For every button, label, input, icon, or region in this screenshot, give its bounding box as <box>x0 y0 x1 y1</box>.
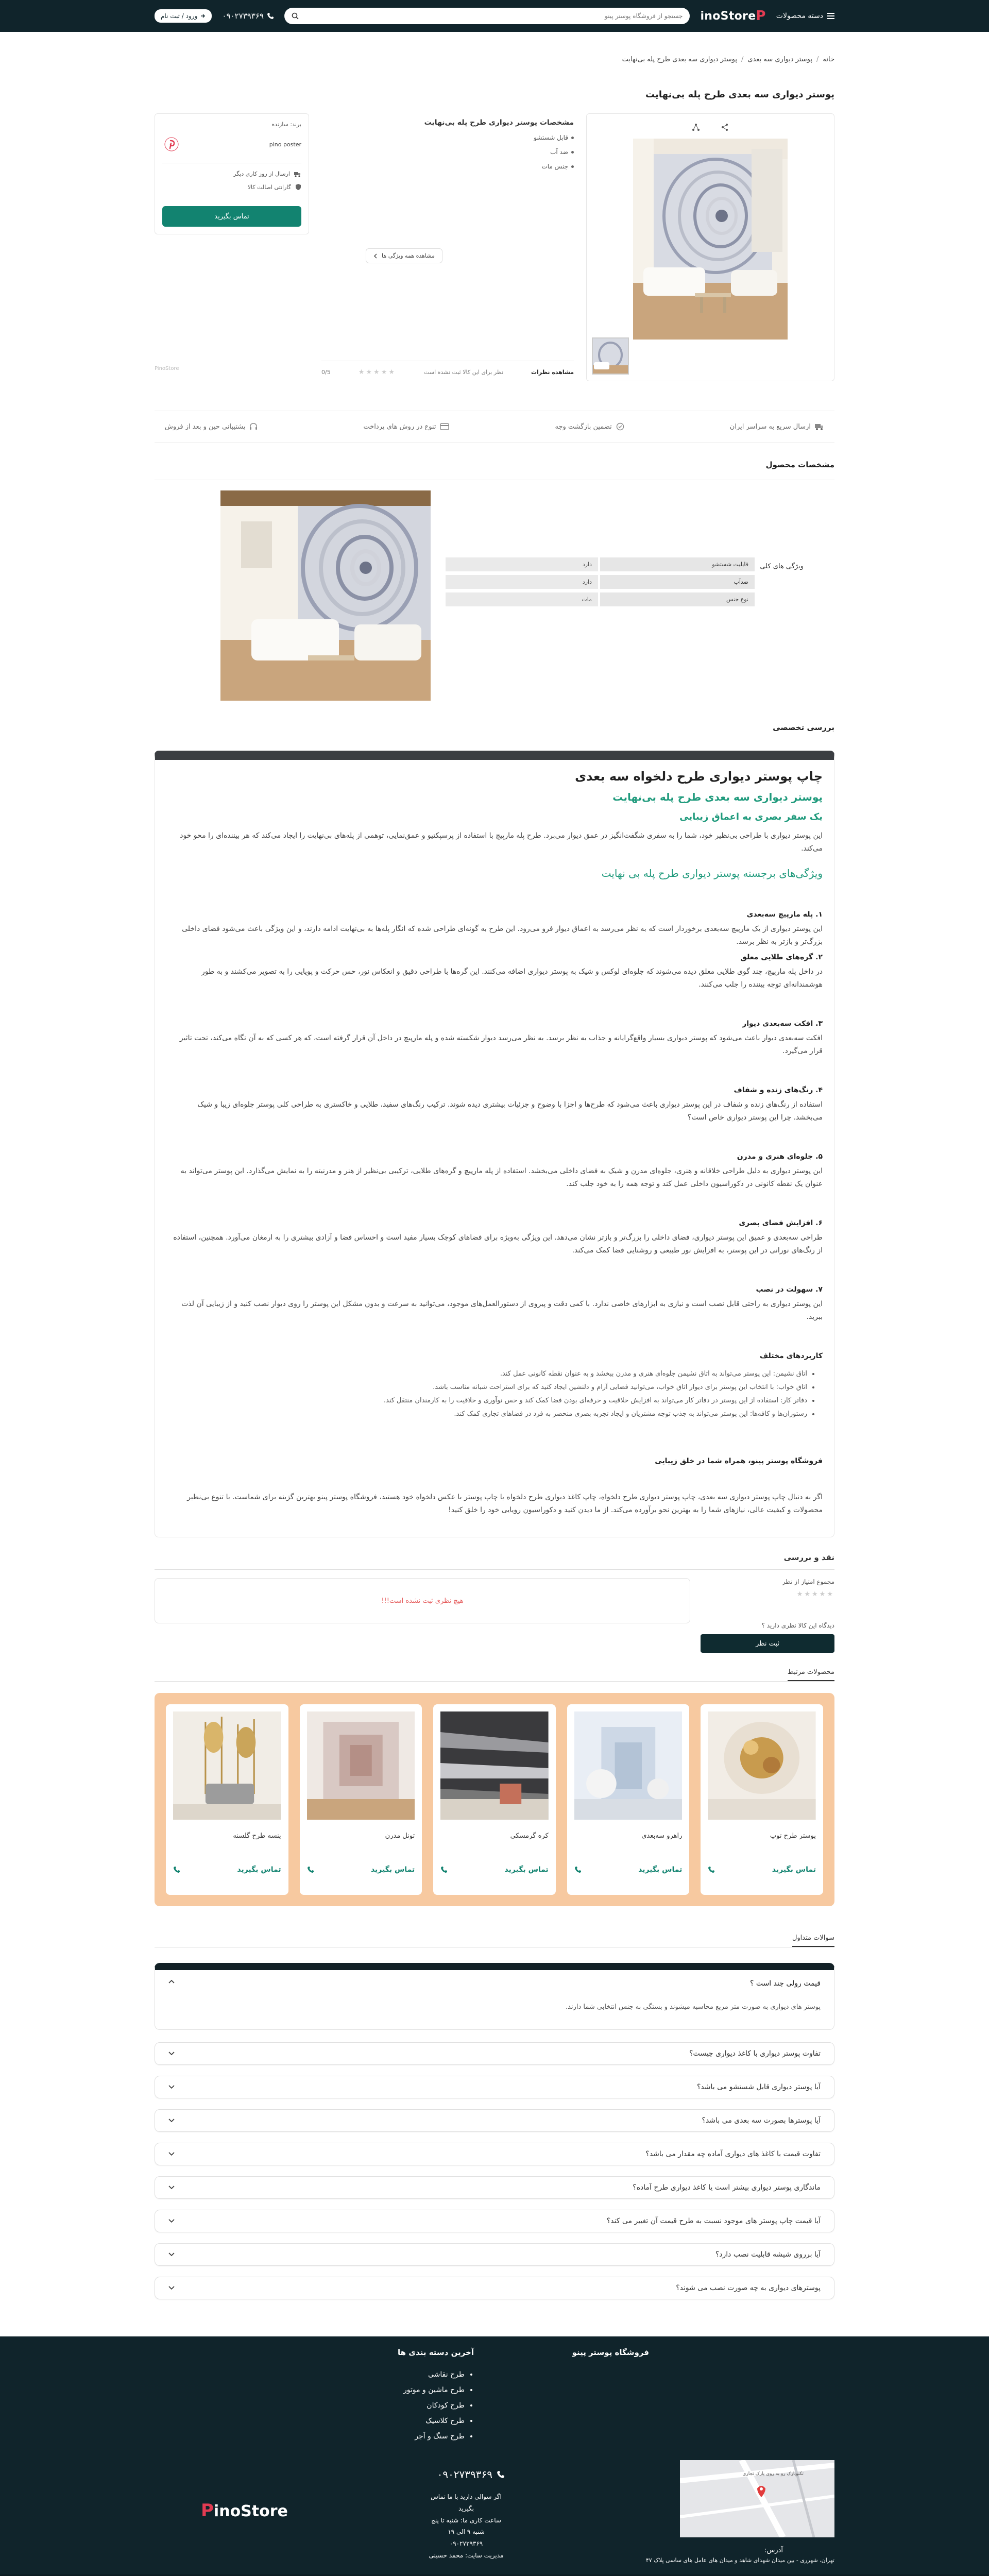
uses-title: کاربردهای مختلف <box>759 1352 823 1360</box>
chevron-up-icon[interactable] <box>168 1979 175 1988</box>
rating-summary-label: مجموع امتیاز از نظر <box>782 1578 834 1585</box>
headset-icon <box>249 422 258 431</box>
faq-item[interactable] <box>155 2210 834 2232</box>
view-reviews-link[interactable]: مشاهده نظرات <box>531 369 574 376</box>
service-label: تنوع در روش های پرداخت <box>363 422 436 431</box>
chevron-down-icon <box>168 2219 175 2223</box>
product-gallery <box>586 113 834 381</box>
rating-bar <box>321 361 574 376</box>
review-item-text: افکت سه‌بعدی دیوار باعث می‌شود که پوستر دیواری بسیار واقع‌گرایانه و جذاب به نظر برسد. به نظر می‌رسد دیوار شکسته شده و پله مارپیچ در داخل آن قرار گرفته است، که هر کسی که به آن نگاه می‌کند، تحت تاثیر قرار می‌گیرد. <box>179 1034 823 1055</box>
login-button[interactable] <box>155 9 212 23</box>
review-item-text: طراحی سه‌بعدی و عمیق این پوستر دیواری، فضای داخلی را بزرگ‌تر و بازتر نشان می‌دهد. این ویژگی به‌ویژه برای فضاهای کوچک بسیار مفید است و احساس فضا و آزادی بیشتری را به ارمغان می‌آورد. همچنین، استفاده از رنگ‌های نورانی در این پوستر، به افزایش نور طبیعی و روشنایی فضا کمک می‌کند. <box>173 1233 823 1255</box>
review-item-text: این پوستر دیواری به دلیل طراحی خلاقانه و هنری، جلوه‌ای مدرن و شیک به فضای داخلی می‌بخشد. استفاده از پله مارپیچ و گره‌های طلایی، ترکیبی بی‌نظیر از هنر و مدرنیته را به نمایش می‌گذارد. این پوستر می‌تواند به عنوان یک نقطه کانونی در دکوراسیون داخلی عمل کند و توجه همه را به خود جلب کند. <box>180 1167 823 1188</box>
footer-about-title: فروشگاه پوستر پینو <box>572 2348 649 2357</box>
pinterest-logo-icon <box>162 135 181 154</box>
chevron-down-icon <box>168 2119 175 2123</box>
spec-value: دارد <box>446 575 598 589</box>
footer-category-link[interactable]: • طرح کودکان <box>398 2401 465 2410</box>
footer-logo-text: inoStore <box>213 2502 288 2520</box>
brand-watermark: PinoStore <box>155 366 179 371</box>
warranty-text: گارانتی اصالت کالا <box>247 183 291 191</box>
brand-label: برند: سازنده <box>271 121 301 128</box>
phone-icon <box>267 12 274 20</box>
comments-section <box>155 1578 834 1653</box>
gallery-actions <box>596 123 825 131</box>
faq-question: آیا پوسترها بصورت سه بعدی می باشد؟ <box>702 2116 821 2125</box>
feature-item: ضد آب <box>321 148 574 156</box>
faq-question: آیا پوستر دیواری قابل شستشو می باشد؟ <box>697 2083 821 2091</box>
related-product-card[interactable] <box>567 1704 690 1895</box>
faq-item[interactable] <box>155 2176 834 2199</box>
related-product-card[interactable] <box>433 1704 556 1895</box>
related-contact[interactable]: تماس بگیرید <box>772 1866 816 1874</box>
related-product-card[interactable] <box>300 1704 422 1895</box>
review-h3: یک سفر بصری به اعماق زیبایی <box>679 811 823 822</box>
share-icon[interactable] <box>721 123 729 131</box>
breadcrumb <box>155 32 834 89</box>
breadcrumb-current: پوستر دیواری سه بعدی طرح پله بی‌نهایت <box>622 56 737 63</box>
uses-item: • رستوران‌ها و کافه‌ها: این پوستر می‌تواند به جذب توجه مشتریان و ایجاد تجربه بصری منحصر به فرد در فضاهای تجاری کمک کند. <box>166 1408 807 1421</box>
footer-category-link[interactable]: • طرح ماشین و موتور <box>398 2386 465 2394</box>
site-logo[interactable] <box>700 8 765 24</box>
related-product-image[interactable] <box>708 1711 816 1820</box>
faq-question: تفاوت قیمت با کاغذ های دیواری آماده چه مقدار می باشد؟ <box>645 2150 821 2158</box>
login-label: ورود / ثبت نام <box>161 12 198 20</box>
service-label: پشتیبانی حین و بعد از فروش <box>165 422 246 431</box>
footer-address-label: آدرس: <box>764 2547 783 2554</box>
comments-title: نقد و بررسی <box>155 1537 834 1570</box>
faq-item[interactable] <box>155 2143 834 2165</box>
faq-answer: پوستر های دیواری به صورت متر مربع محاسبه میشوند و بستگی به جنس انتخابی شما دارند. <box>566 2003 821 2011</box>
service-support <box>165 422 258 431</box>
footer-contact-line: ساعت کاری ما: شنبه تا پنج شنبه ۹ الی ۱۹ <box>431 2516 501 2536</box>
no-comments-message: هیچ نظری ثبت نشده است!!! <box>155 1578 690 1623</box>
chevron-down-icon <box>168 2252 175 2257</box>
footer-logo-mark: P <box>201 2500 214 2521</box>
product-title: پوستر دیواری سه بعدی طرح پله بی‌نهایت <box>645 89 834 100</box>
footer-logo[interactable] <box>201 2500 288 2521</box>
related-product-image[interactable] <box>307 1711 415 1820</box>
spec-key: نوع جنس <box>600 592 755 606</box>
product-features <box>321 113 574 170</box>
review-intro: این پوستر دیواری با طراحی بی‌نظیر خود، شما را به سفری شگفت‌انگیز در عمق دیوار می‌برد. طرح پله مارپیچ با استفاده از پرسپکتیو و عمق‌نمایی، توهمی از پله‌های بی‌نهایت را ایجاد می‌کند که هر بیننده‌ای را محو خود می‌کند. <box>180 832 823 853</box>
all-features-button[interactable] <box>366 248 442 263</box>
comments-sidebar <box>701 1578 834 1653</box>
related-product-image[interactable] <box>440 1711 549 1820</box>
footer-contact-line: ۰۹۰۲۷۳۹۳۶۹ <box>449 2540 483 2548</box>
related-product-name[interactable]: تونل مدرن <box>385 1832 415 1840</box>
spec-value: مات <box>446 592 598 606</box>
warranty-info <box>162 183 301 191</box>
faq-item[interactable] <box>155 2042 834 2065</box>
review-item-text: این پوستر دیواری به راحتی قابل نصب است و نیازی به ابزارهای خاصی ندارد. با کمی دقت و پیروی از دستورالعمل‌های موجود، می‌توانید به سرعت و بدون مشکل این پوستر را روی دیوار نصب کنید و از زیبایی آن لذت ببرید. <box>181 1300 823 1321</box>
refund-icon <box>616 422 624 431</box>
truck-icon <box>815 423 824 430</box>
shipping-text: ارسال از روز کاری دیگر <box>233 171 290 177</box>
review-h1: چاپ پوستر دیواری طرح دلخواه سه بعدی <box>575 769 823 784</box>
truck-icon <box>294 171 301 177</box>
site-footer <box>0 2336 989 2574</box>
spec-key: ضدآب <box>600 575 755 589</box>
faq-item[interactable] <box>155 2076 834 2098</box>
rating-value: 0/5 <box>321 369 331 376</box>
related-product-name[interactable]: پوستر طرح توپ <box>770 1832 816 1840</box>
uses-list <box>166 1367 807 1421</box>
related-product-name[interactable]: راهرو سه‌بعدی <box>641 1832 683 1840</box>
uses-item: • اتاق خواب: با انتخاب این پوستر برای دیوار اتاق خواب، می‌توانید فضایی آرام و دلنشین ایجاد کنید که برای استراحت شبانه مناسب باشد. <box>166 1381 807 1394</box>
chevron-down-icon <box>168 2085 175 2089</box>
search-bar <box>284 8 690 24</box>
breadcrumb-separator: / <box>816 56 819 63</box>
spec-key: قابلیت شستشو <box>600 557 755 571</box>
shield-icon <box>295 183 301 191</box>
hamburger-icon <box>827 13 834 19</box>
review-item-title: ۶. افزایش فضای بصری <box>739 1219 823 1227</box>
footer-contact-line: مدیریت سایت: محمد حسینی <box>429 2551 504 2559</box>
footer-address: تهران، شهرری - بین میدان شهدای شاهد و میدان های عامل های ساسی پلاک ۴۷ <box>645 2557 834 2564</box>
review-item-title: ۳. افکت سه‌بعدی دیوار <box>742 1020 823 1028</box>
footer-contact-line: اگر سوالی دارید با ما تماس بگیرید <box>431 2493 502 2512</box>
login-icon <box>200 13 206 19</box>
review-item-title: ۵. جلوه‌ای هنری و مدرن <box>737 1153 823 1161</box>
faq-heading <box>155 1906 834 1947</box>
service-label: ارسال سریع به سراسر ایران <box>729 422 811 431</box>
shipping-info <box>162 171 301 177</box>
review-item-text: استفاده از رنگ‌های زنده و شفاف در این پوستر دیواری باعث می‌شود که طرح‌ها و اجزا با وضوح و جزئیات بیشتری دیده شوند. ترکیب رنگ‌های سفید، طلایی و خاکستری به طراحی کلی پوستر جلوه‌ای زیبا و شیک می‌بخشد. چرا این پوستر دیواری خاص است؟ <box>197 1100 823 1122</box>
review-item-text: این پوستر دیواری از یک مارپیچ سه‌بعدی برخوردار است که به نظر می‌رسد به اعماق دیوار فرو می‌رود. این طرح به گونه‌ای طراحی شده که انگار پله‌ها به بی‌نهایت ادامه دارند، و این ویژگی باعث می‌شود فضای داخلی بزرگ‌تر و بازتر به نظر برسد. <box>182 925 823 946</box>
specs-table <box>446 557 755 610</box>
rating-stars: ★★★★★ <box>358 368 397 376</box>
related-product-card[interactable] <box>166 1704 288 1895</box>
faq-question: آیا قیمت چاپ پوستر های موجود نسبت به طرح قیمت آن تغییر می کند؟ <box>606 2217 821 2225</box>
categories-menu-button[interactable] <box>776 12 834 20</box>
seller-row <box>162 135 301 163</box>
card-icon <box>440 423 449 430</box>
faq-question: آیا برروی شیشه قابلیت نصب دارد؟ <box>715 2250 821 2259</box>
all-features-label: مشاهده همه ویژگی ها <box>382 252 435 259</box>
review-item-title: ۴. رنگ‌های زنده و شفاف <box>734 1086 823 1094</box>
store-line: فروشگاه پوستر پینو، همراه شما در خلق زیبایی <box>655 1457 823 1465</box>
review-item-title: ۱. پله مارپیچ سه‌بعدی <box>746 910 823 919</box>
related-product-name[interactable]: پنسه طرح گلسنه <box>233 1832 281 1840</box>
review-item-text: در داخل پله مارپیچ، چند گوی طلایی معلق دیده می‌شوند که جلوه‌ای لوکس و شیک به پوستر دیواری اضافه می‌کنند. این گره‌ها با طراحی دقیق و انعکاس نور، حس حرکت و پویایی را به تصویر می‌کشند و به طور هوشمندانه‌ای توجه بیننده را جلب می‌کنند. <box>201 968 823 989</box>
specs-group-label: ویژگی های کلی <box>760 563 804 570</box>
related-product-name[interactable]: کره گرمسکی <box>510 1832 549 1840</box>
product-info <box>321 113 574 381</box>
spec-row <box>446 592 755 606</box>
contact-buy-button[interactable]: تماس بگیرید <box>162 206 301 227</box>
footer-contact <box>428 2491 505 2562</box>
logo-text: inoStore <box>700 9 756 23</box>
logo-mark: P <box>756 8 766 24</box>
service-label: تضمین بازگشت وجه <box>555 422 612 431</box>
services-bar <box>155 411 834 443</box>
uses-item: • دفاتر کار: استفاده از این پوستر در دفاتر کار می‌تواند به افزایش خلاقیت و حرفه‌ای بودن فضا کمک کند و حس نوآوری و خلاقیت را به کارمندان منتقل کند. <box>166 1394 807 1408</box>
breadcrumb-home[interactable]: خانه <box>823 56 834 63</box>
service-payment <box>363 422 449 431</box>
faq-item[interactable] <box>155 2243 834 2266</box>
map-label: تکنوپارک رو به روی پارک تجاری <box>742 2471 804 2477</box>
phone-number: ۰۹۰۲۷۳۹۳۶۹ <box>222 11 264 21</box>
review-section-title: بررسی تخصصی <box>773 723 834 732</box>
related-heading <box>155 1653 834 1682</box>
footer-category-link[interactable]: • طرح کلاسیک <box>398 2417 465 2425</box>
breadcrumb-separator: / <box>741 56 744 63</box>
faq-item-open[interactable] <box>155 1963 834 2030</box>
rating-summary-stars: ★★★★★ <box>796 1590 834 1598</box>
feature-item: جنس مات <box>321 163 574 170</box>
no-review-text: نظر برای این کالا ثبت نشده است <box>424 369 504 376</box>
footer-categories <box>398 2348 474 2448</box>
footer-phone[interactable] <box>437 2468 505 2481</box>
comment-prompt: دیدگاه این کالا نظری دارید ؟ <box>761 1622 834 1629</box>
service-shipping <box>730 422 824 431</box>
chevron-down-icon <box>168 2152 175 2156</box>
related-product-image[interactable] <box>574 1711 683 1820</box>
faq-question: ماندگاری پوستر دیواری بیشتر است یا کاغذ دیواری طرح آماده؟ <box>633 2183 821 2192</box>
related-contact[interactable]: تماس بگیرید <box>638 1866 683 1874</box>
phone-icon <box>497 2470 505 2479</box>
review-article <box>155 751 834 1537</box>
footer-category-link[interactable]: • طرح سنگ و آجر <box>398 2432 465 2441</box>
faq-question: قیمت رولی چند است ؟ <box>749 1979 821 1988</box>
review-item-title: ۷. سهولت در نصب <box>756 1285 823 1294</box>
chevron-down-icon <box>168 2052 175 2056</box>
features-title: مشخصات پوستر دیواری طرح پله بی‌نهایت <box>424 118 574 127</box>
faq-title: سوالات متداول <box>792 1934 834 1947</box>
review-h2: پوستر دیواری سه بعدی طرح پله بی‌نهایت <box>612 791 823 803</box>
related-products <box>155 1693 834 1906</box>
phone-icon <box>574 1866 582 1873</box>
gallery-thumbnail[interactable] <box>592 337 629 375</box>
footer-categories-title: آخرین دسته بندی ها <box>398 2348 474 2357</box>
seller-card <box>155 113 309 234</box>
specs-section <box>155 480 834 705</box>
spec-value: دارد <box>446 557 598 571</box>
faq-question: پوسترهای دیواری به چه صورت نصب می شوند؟ <box>676 2284 821 2292</box>
service-refund <box>555 422 624 431</box>
related-product-image[interactable] <box>173 1711 281 1820</box>
product-main-image[interactable] <box>633 139 788 340</box>
top-navbar <box>0 0 989 32</box>
breadcrumb-category[interactable]: پوستر دیواری سه بعدی <box>747 56 813 63</box>
faq-question: تفاوت پوستر دیواری با کاغذ دیواری چیست؟ <box>689 2049 821 2058</box>
spec-row <box>446 557 755 571</box>
search-icon[interactable] <box>292 12 299 20</box>
faq-item[interactable] <box>155 2277 834 2299</box>
categories-label: دسته محصولات <box>776 12 823 20</box>
footer-phone-number: ۰۹۰۲۷۳۹۳۶۹ <box>437 2468 492 2481</box>
footer-map[interactable] <box>680 2460 834 2537</box>
feature-item: قابل شستشو <box>321 134 574 141</box>
phone-icon <box>173 1866 180 1873</box>
search-input[interactable] <box>303 12 683 20</box>
submit-comment-button[interactable]: ثبت نظر <box>701 1634 834 1653</box>
header-phone[interactable] <box>222 11 274 21</box>
phone-icon <box>307 1866 314 1873</box>
review-item-title: ۲. گره‌های طلایی معلق <box>740 953 823 961</box>
phone-icon <box>440 1866 448 1873</box>
chevron-down-icon <box>168 2286 175 2290</box>
uses-item: • اتاق نشیمن: این پوستر می‌تواند به اتاق نشیمن جلوه‌ای هنری و مدرن ببخشد و به عنوان نقطه کانونی عمل کند. <box>166 1367 807 1381</box>
chevron-down-icon <box>168 2185 175 2190</box>
review-h4: ویژگی‌های برجسته پوستر دیواری طرح پله بی نهایت <box>601 867 823 879</box>
footer-about <box>572 2348 649 2370</box>
spec-row <box>446 575 755 589</box>
footer-category-link[interactable]: • طرح نقاشی <box>398 2370 465 2379</box>
related-contact[interactable]: تماس بگیرید <box>370 1866 415 1874</box>
review-final: اگر به دنبال چاپ پوستر دیواری سه بعدی، چاپ پوستر دیواری طرح دلخواه، چاپ کاغذ دیواری طرح دلخواه یا چاپ پوستر با عکس دلخواه خود هستید، فروشگاه پوستر پینو بهترین گزینه برای شماست. با تنوع بی‌نظیر محصولات و کیفیت عالی، نیازهای شما را به بهترین نحو برآورده می‌کند. از ما دیدن کنید و دکوراسیون رویایی خود را خلق کنید! <box>187 1493 823 1514</box>
chevron-left-icon <box>373 253 378 259</box>
related-product-card[interactable] <box>701 1704 823 1895</box>
phone-icon <box>708 1866 715 1873</box>
faq-item[interactable] <box>155 2109 834 2132</box>
specs-title: مشخصات محصول <box>765 460 834 469</box>
faq-list <box>155 1963 834 2299</box>
related-contact[interactable]: تماس بگیرید <box>237 1866 281 1874</box>
related-title: محصولات مرتبط <box>788 1668 834 1681</box>
product-section <box>155 113 834 381</box>
compare-icon[interactable] <box>692 123 700 131</box>
related-contact[interactable]: تماس بگیرید <box>504 1866 549 1874</box>
specs-product-image <box>220 490 431 701</box>
seller-name: pino poster <box>269 141 301 148</box>
